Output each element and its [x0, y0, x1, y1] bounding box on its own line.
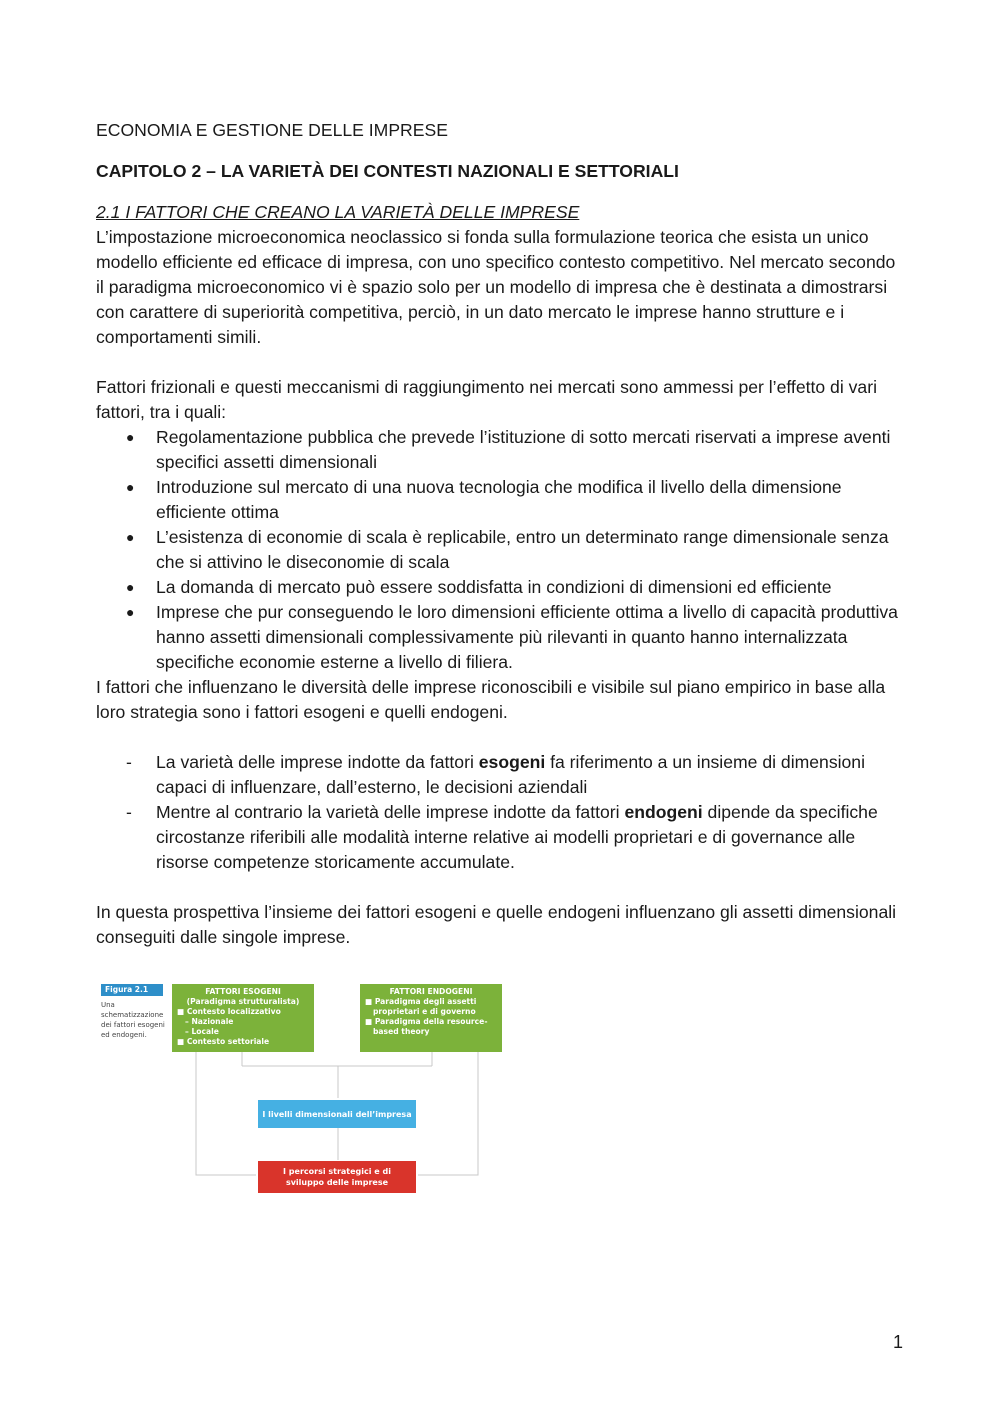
dimensional-levels-box: I livelli dimensionali dell’impresa	[258, 1100, 416, 1128]
list-item: ● Regolamentazione pubblica che prevede l’istituzione di sotto mercati riservati a imprese aventi specifici assetti dimensionali	[126, 427, 891, 472]
endogenous-factors-box: FATTORI ENDOGENI ■ Paradigma degli assetti proprietari e di governo ■ Paradigma della resource- based theory	[360, 984, 502, 1052]
list-item: ● Introduzione sul mercato di una nuova tecnologia che modifica il livello della dimensione efficiente ottima	[126, 477, 842, 522]
list-item: ● La domanda di mercato può essere soddisfatta in condizioni di dimensioni ed efficiente	[126, 577, 832, 597]
section-title: 2.1 I FATTORI CHE CREANO LA VARIETÀ DELLE IMPRESE	[96, 202, 580, 222]
chapter-title: CAPITOLO 2 – LA VARIETÀ DEI CONTESTI NAZIONALI E SETTORIALI	[96, 161, 679, 181]
paragraph-exo-endo: I fattori che influenzano le diversità delle imprese riconoscibili e visibile sul piano empirico in base alla loro strategia sono i fattori esogeni e quelli endogeni.	[96, 677, 886, 722]
paragraph-intro: L’impostazione microeconomica neoclassico si fonda sulla formulazione teorica che esista un unico modello efficiente ed efficace di impresa, con uno specifico contesto competitivo. Nel mercato secondo il paradigma microeconomico vi è spazio solo per un modello di impresa che è destinata a dimostrarsi con carattere di superiorità competitiva, perciò, in un dato mercato le imprese hanno strutture e i comportamenti simili.	[96, 227, 896, 347]
list-item-endogenous: - Mentre al contrario la varietà delle imprese indotte da fattori endogeni dipende da specifiche circostanze riferibili alle modalità interne relative ai modelli proprietari e di governance alle risorse competenze storicamente accumulate.	[126, 802, 878, 872]
list-item-exogenous: - La varietà delle imprese indotte da fattori esogeni fa riferimento a un insieme di dimensioni capaci di influenzare, dall’esterno, le decisioni aziendali	[126, 752, 866, 797]
exogenous-factors-box: FATTORI ESOGENI (Paradigma strutturalista) ■ Contesto localizzativo – Nazionale – Locale ■ Contesto settoriale	[172, 984, 314, 1052]
figure-label: Figura 2.1	[101, 984, 163, 996]
factors-list	[96, 425, 908, 675]
list-item: ● L’esistenza di economie di scala è replicabile, entro un determinato range dimensionale senza che si attivino le diseconomie di scala	[126, 527, 889, 572]
paragraph-conclusion: In questa prospettiva l’insieme dei fattori esogeni e quelle endogeni influenzano gli assetti dimensionali conseguiti dalle singole imprese.	[96, 902, 897, 947]
list-item: ● Imprese che pur conseguendo le loro dimensioni efficiente ottima a livello di capacità produttiva hanno assetti dimensionali complessivamente più rilevanti in quanto hanno internalizzata specifiche economie esterne a livello di filiera.	[126, 602, 898, 672]
document-page	[96, 118, 908, 950]
paragraph-factors: Fattori frizionali e questi meccanismi di raggiungimento nei mercati sono ammessi per l’effetto di vari fattori, tra i quali:	[96, 377, 877, 422]
page-number: 1	[893, 1332, 904, 1352]
figure-caption: Una schematizzazione dei fattori esogeni ed endogeni.	[101, 1001, 165, 1039]
document-title: ECONOMIA E GESTIONE DELLE IMPRESE	[96, 120, 448, 140]
figure-diagram	[96, 980, 516, 1200]
exo-endo-list	[96, 750, 908, 875]
strategic-paths-box: I percorsi strategici e di sviluppo delle imprese	[258, 1161, 416, 1193]
